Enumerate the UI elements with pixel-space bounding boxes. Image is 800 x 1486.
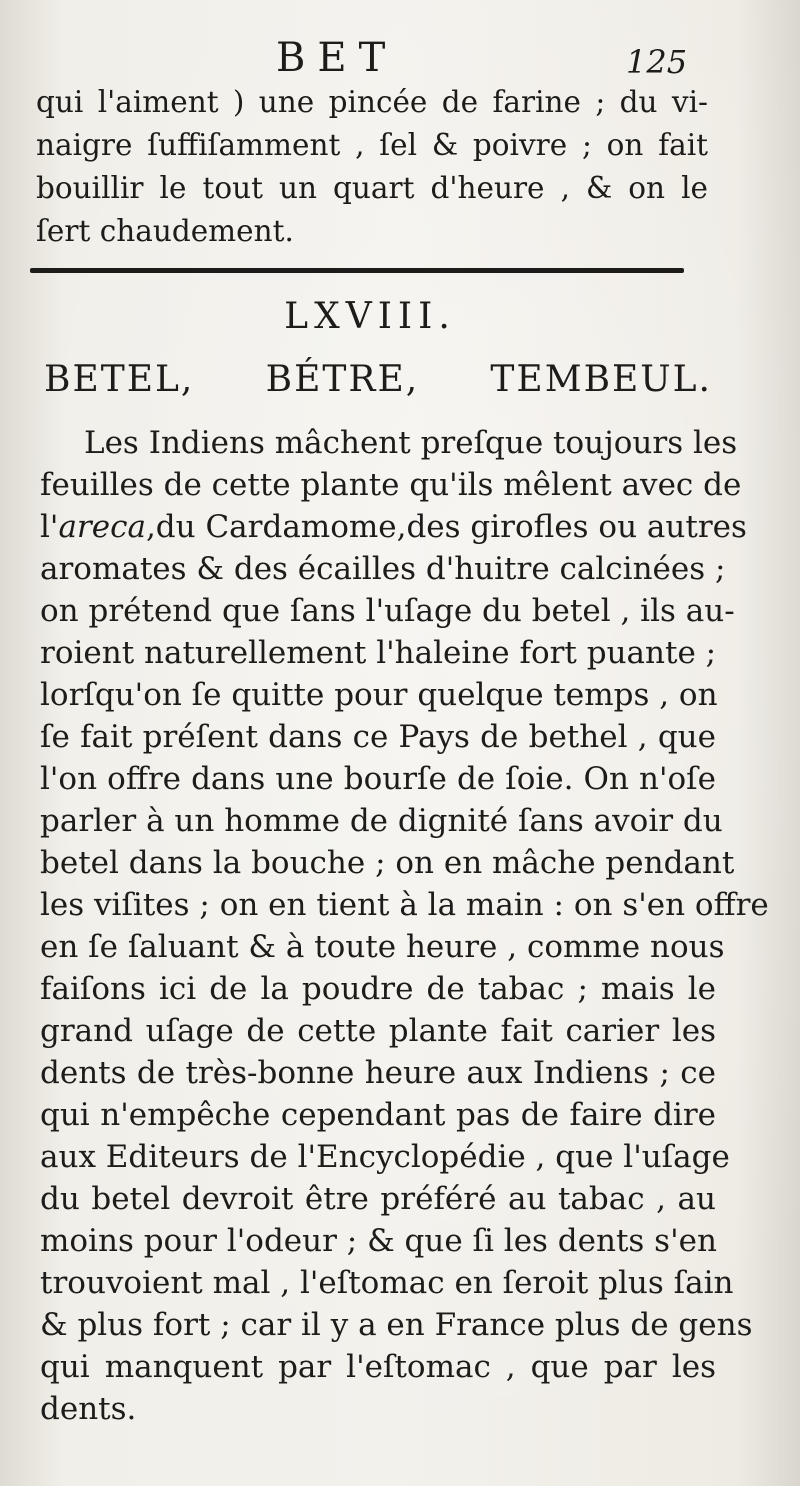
body-line: trouvoient mal , l'eſtomac en ſeroit plus ſain xyxy=(40,1265,734,1301)
body-line: parler à un homme de dignité ſans avoir du xyxy=(40,803,723,839)
italic-term: areca xyxy=(58,509,146,545)
body-line: moins pour l'odeur ; & que ſi les dents s'en xyxy=(40,1223,717,1259)
body-line: feuilles de cette plante qu'ils mêlent avec de xyxy=(40,467,742,503)
body-line: l'on offre dans une bourſe de ſoie. On n'oſe xyxy=(40,761,716,797)
page-number: 125 xyxy=(626,43,688,81)
paragraph-line: bouillir le tout un quart d'heure , & on le xyxy=(36,171,708,205)
body-line: qui manquent par l'eſtomac , que par les xyxy=(40,1349,716,1385)
body-line: roient naturellement l'haleine fort puante ; xyxy=(40,635,717,671)
paragraph-line: naigre ſuffiſamment , ſel & poivre ; on fait xyxy=(36,128,708,162)
body-text: l' xyxy=(40,509,59,545)
body-line: qui n'empêche cependant pas de faire dire xyxy=(40,1097,716,1133)
body-line: grand uſage de cette plante fait carier les xyxy=(40,1013,716,1049)
section-divider xyxy=(30,268,684,273)
body-line: aux Editeurs de l'Encyclopédie , que l'uſage xyxy=(40,1139,730,1175)
body-line: dents de très-bonne heure aux Indiens ; ce xyxy=(40,1055,716,1091)
paragraph-line: ſert chaudement. xyxy=(36,214,294,248)
body-line: aromates & des écailles d'huitre calcinées ; xyxy=(40,551,726,587)
body-line: faiſons ici de la poudre de tabac ; mais le xyxy=(40,971,716,1007)
body-line: Les Indiens mâchent preſque toujours les xyxy=(84,425,738,461)
body-line: dents. xyxy=(40,1391,137,1427)
body-line xyxy=(40,509,747,545)
body-line: les viſites ; on en tient à la main : on s'en offre xyxy=(40,887,769,923)
body-line: betel dans la bouche ; on en mâche pendant xyxy=(40,845,735,881)
body-line: du betel devroit être préféré au tabac , au xyxy=(40,1181,716,1217)
section-title: BETEL, BÉTRE, TEMBEUL. xyxy=(44,359,712,400)
body-line: on prétend que ſans l'uſage du betel , ils au- xyxy=(40,593,735,629)
body-line: lorſqu'on ſe quitte pour quelque temps , on xyxy=(40,677,718,713)
body-line: ſe fait préſent dans ce Pays de bethel , que xyxy=(40,719,716,755)
section-number: LXVIII. xyxy=(284,296,456,337)
body-text: ,du Cardamome,des girofles ou autres xyxy=(145,509,747,545)
running-title: BET xyxy=(276,35,398,81)
body-line: & plus fort ; car il y a en France plus de gens xyxy=(40,1307,753,1343)
body-line: en ſe ſaluant & à toute heure , comme nous xyxy=(40,929,725,965)
paragraph-line: qui l'aiment ) une pincée de farine ; du vi- xyxy=(36,85,708,119)
